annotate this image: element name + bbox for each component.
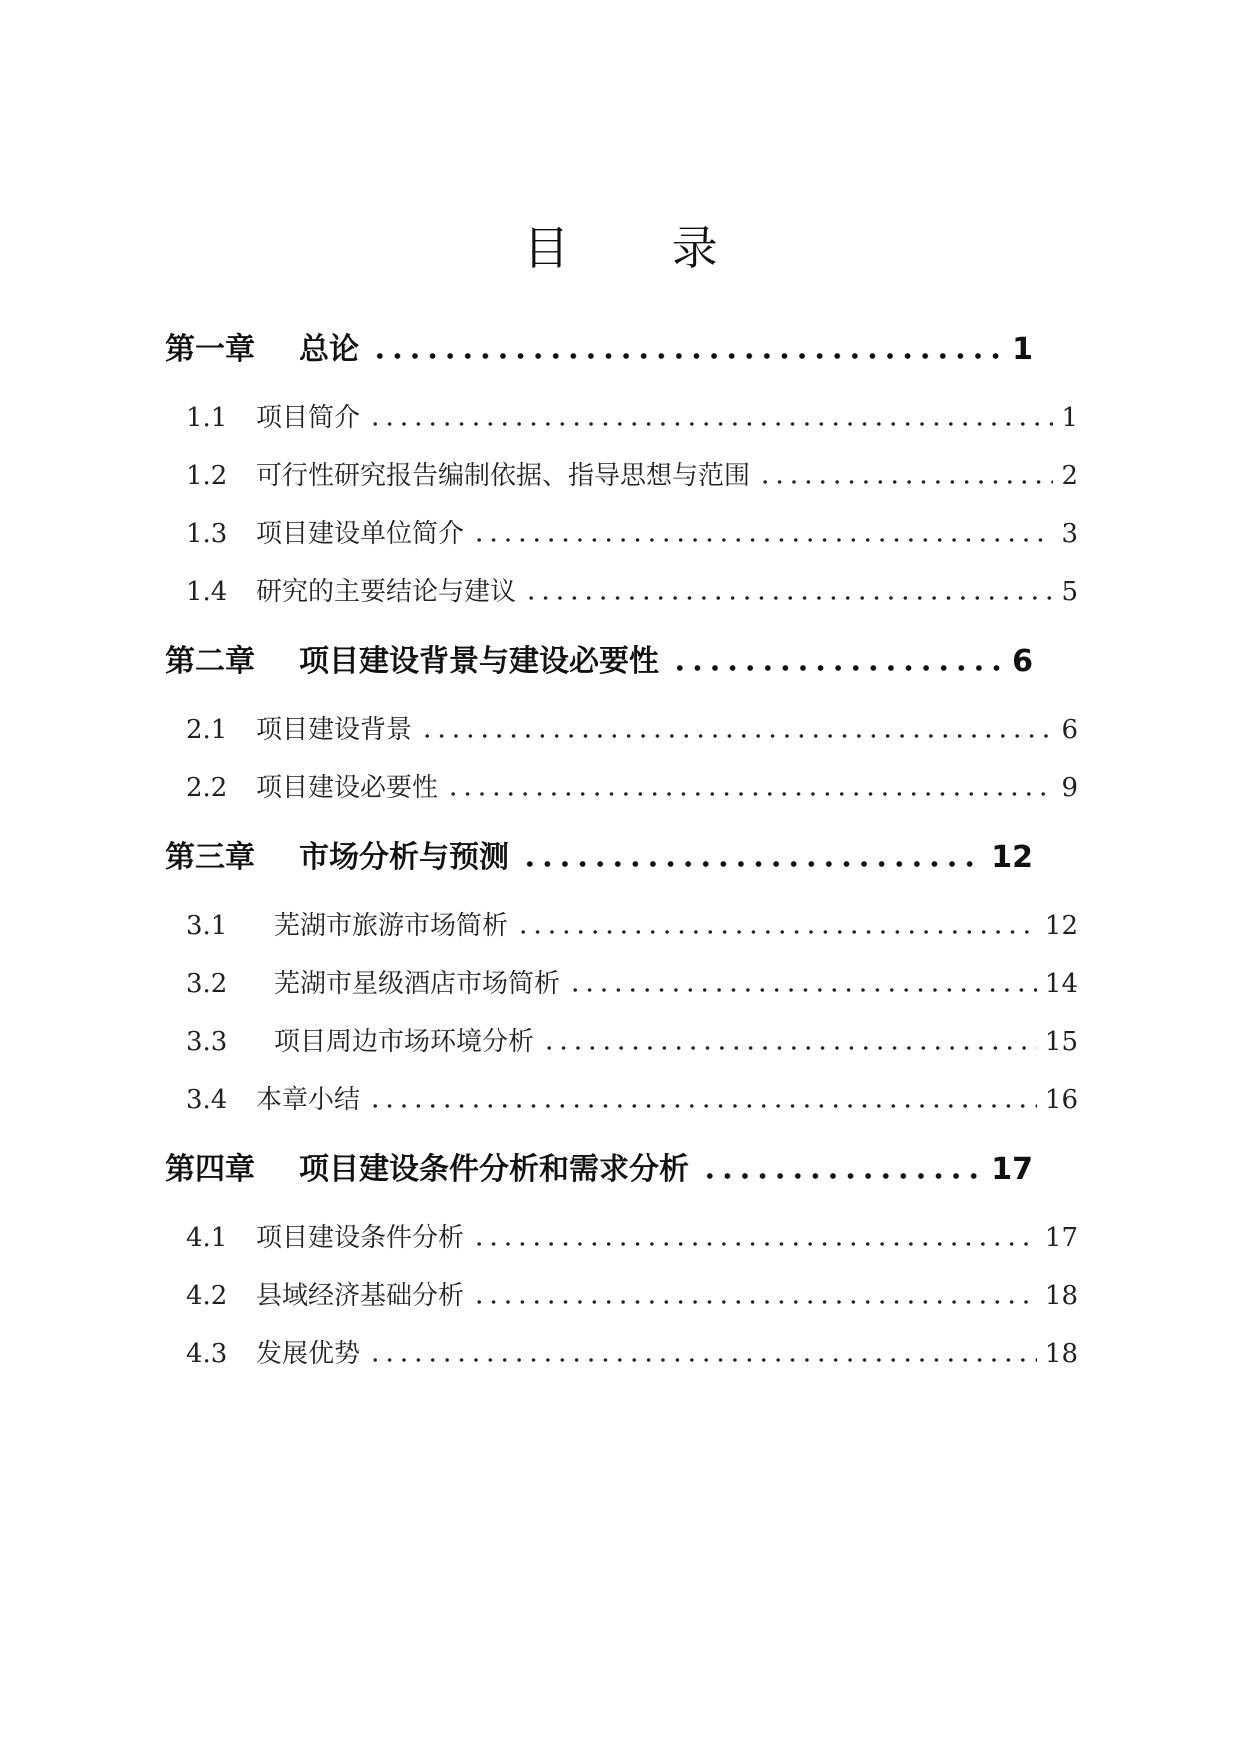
dot-leader [701, 1172, 979, 1180]
entry-number: 2.1 [186, 715, 228, 745]
dot-leader [671, 664, 1000, 672]
dot-leader [521, 860, 979, 868]
entry-number: 3.2 [186, 969, 228, 999]
entry-number: 1.3 [186, 519, 228, 549]
dot-leader [758, 479, 1053, 485]
entry-number: 2.2 [186, 773, 228, 803]
toc-section-entry[interactable] [186, 966, 1078, 1002]
entry-page-number: 9 [1061, 773, 1078, 803]
dot-leader [371, 352, 1000, 360]
entry-label: 县域经济基础分析 [256, 1281, 465, 1311]
entry-number: 3.4 [186, 1085, 228, 1115]
entry-number: 4.1 [186, 1223, 228, 1253]
entry-label: 项目建设单位简介 [256, 519, 465, 549]
entry-page-number: 18 [1044, 1339, 1078, 1369]
entry-label: 总论 [299, 332, 359, 367]
dot-leader [472, 537, 1053, 543]
toc-chapter-entry[interactable] [165, 838, 1033, 878]
dot-leader [516, 929, 1037, 935]
entry-page-number: 1 [1061, 403, 1078, 433]
entry-number: 3.3 [186, 1027, 228, 1057]
dot-leader [368, 421, 1053, 427]
entry-page-number: 6 [1061, 715, 1078, 745]
toc-section-entry[interactable] [186, 1024, 1078, 1060]
entry-page-number: 17 [991, 1152, 1033, 1187]
entry-label: 项目建设背景 [256, 715, 413, 745]
entry-page-number: 2 [1061, 461, 1078, 491]
dot-leader [420, 733, 1053, 739]
entry-number: 3.1 [186, 911, 228, 941]
toc-section-entry[interactable] [186, 1336, 1078, 1372]
entry-label: 发展优势 [256, 1339, 361, 1369]
entry-page-number: 1 [1012, 332, 1033, 367]
entry-label: 项目建设条件分析和需求分析 [299, 1152, 689, 1187]
dot-leader [368, 1357, 1037, 1363]
entry-number: 4.3 [186, 1339, 228, 1369]
dot-leader [472, 1241, 1037, 1247]
entry-label: 项目建设条件分析 [256, 1223, 465, 1253]
toc-section-entry[interactable] [186, 400, 1078, 436]
entry-label: 项目周边市场环境分析 [274, 1027, 535, 1057]
entry-number: 第三章 [165, 840, 255, 875]
entry-number: 第四章 [165, 1152, 255, 1187]
entry-page-number: 12 [991, 840, 1033, 875]
dot-leader [542, 1045, 1037, 1051]
toc-chapter-entry[interactable] [165, 1150, 1033, 1190]
toc-section-entry[interactable] [186, 516, 1078, 552]
entry-page-number: 12 [1044, 911, 1078, 941]
toc-section-entry[interactable] [186, 712, 1078, 748]
entry-number: 1.4 [186, 577, 228, 607]
dot-leader [368, 1103, 1037, 1109]
dot-leader [524, 595, 1053, 601]
entry-label: 芜湖市星级酒店市场简析 [274, 969, 561, 999]
entry-label: 项目简介 [256, 403, 361, 433]
dot-leader [472, 1299, 1037, 1305]
toc-section-entry[interactable] [186, 770, 1078, 806]
entry-page-number: 3 [1061, 519, 1078, 549]
entry-number: 4.2 [186, 1281, 228, 1311]
entry-label: 项目建设背景与建设必要性 [299, 644, 659, 679]
entry-number: 1.2 [186, 461, 228, 491]
entry-label: 本章小结 [256, 1085, 361, 1115]
toc-section-entry[interactable] [186, 574, 1078, 610]
dot-leader [446, 791, 1053, 797]
entry-page-number: 15 [1044, 1027, 1078, 1057]
toc-section-entry[interactable] [186, 1278, 1078, 1314]
entry-number: 第一章 [165, 332, 255, 367]
entry-label: 可行性研究报告编制依据、指导思想与范围 [256, 461, 751, 491]
entry-page-number: 16 [1044, 1085, 1078, 1115]
toc-title: 目 录 [523, 221, 762, 275]
dot-leader [568, 987, 1037, 993]
entry-number: 第二章 [165, 644, 255, 679]
toc-chapter-entry[interactable] [165, 642, 1033, 682]
entry-page-number: 14 [1044, 969, 1078, 999]
entry-page-number: 17 [1044, 1223, 1078, 1253]
toc-section-entry[interactable] [186, 1082, 1078, 1118]
toc-section-entry[interactable] [186, 458, 1078, 494]
toc-section-entry[interactable] [186, 908, 1078, 944]
entry-label: 研究的主要结论与建议 [256, 577, 517, 607]
entry-page-number: 5 [1061, 577, 1078, 607]
entry-page-number: 18 [1044, 1281, 1078, 1311]
toc-chapter-entry[interactable] [165, 330, 1033, 370]
entry-label: 芜湖市旅游市场简析 [274, 911, 509, 941]
entry-label: 项目建设必要性 [256, 773, 439, 803]
entry-label: 市场分析与预测 [299, 840, 509, 875]
entry-number: 1.1 [186, 403, 228, 433]
entry-page-number: 6 [1012, 644, 1033, 679]
toc-section-entry[interactable] [186, 1220, 1078, 1256]
